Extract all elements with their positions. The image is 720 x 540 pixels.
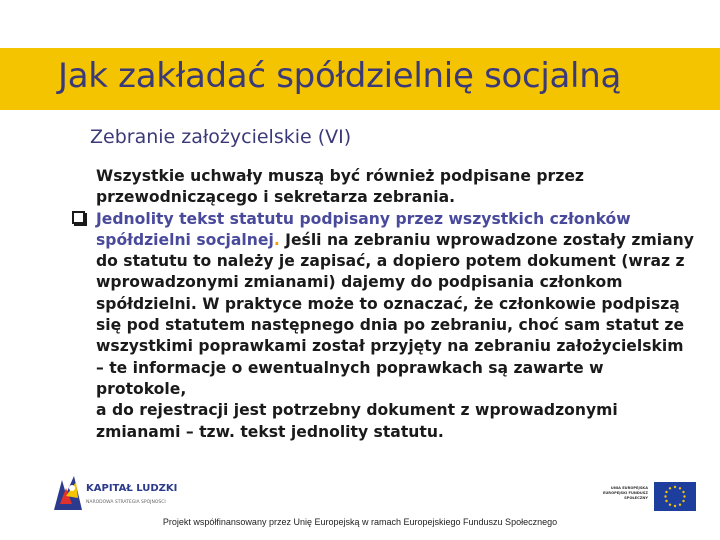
slide-body <box>96 166 696 443</box>
bullet-item-statute <box>96 209 696 443</box>
bullet-highlight: Jednolity tekst statutu podpisany przez wszystkich członków spółdzielni socjalnej <box>96 209 631 249</box>
slide-title: Jak zakładać spółdzielnię socjalną <box>58 56 621 96</box>
bullet-rest-continued: a do rejestracji jest potrzebny dokument z wprowadzonymi zmianami – tzw. tekst jednolity statutu. <box>96 401 618 441</box>
bullet-dot: . <box>273 230 280 249</box>
kapital-ludzki-sublabel: NARODOWA STRATEGIA SPÓJNOŚCI <box>86 500 166 505</box>
eu-logo <box>600 482 700 512</box>
checkbox-bullet-icon <box>72 211 85 224</box>
kapital-ludzki-logo <box>52 474 192 514</box>
eu-flag-icon <box>654 482 696 511</box>
slide-subtitle: Zebranie założycielskie (VI) <box>90 126 352 148</box>
paragraph-signatures: Wszystkie uchwały muszą być również podpisane przez przewodniczącego i sekretarza zebrania. <box>96 167 584 207</box>
eu-logo-text: UNIA EUROPEJSKA EUROPEJSKI FUNDUSZ SPOŁECZNY <box>602 486 648 500</box>
bullet-rest: Jeśli na zebraniu wprowadzone zostały zmiany do statutu to należy je zapisać, a dopiero potem dokument (wraz z wprowadzonymi zmianami) dajemy do podpisania członkom spółdzielni. W praktyce może to oznaczać, że członkowie podpiszą się pod statutem następnego dnia po zebraniu, choć sam statut ze wszystkimi poprawkami został przyjęty na zebraniu założycielskim – te informacje o ewentualnych poprawkach są zawarte w protokole, <box>96 230 694 398</box>
kapital-ludzki-label: KAPITAŁ LUDZKI <box>86 483 178 494</box>
footer-note: Projekt współfinansowany przez Unię Europejską w ramach Europejskiego Funduszu Społecznego <box>162 517 558 527</box>
kapital-ludzki-emblem-icon <box>52 474 84 512</box>
